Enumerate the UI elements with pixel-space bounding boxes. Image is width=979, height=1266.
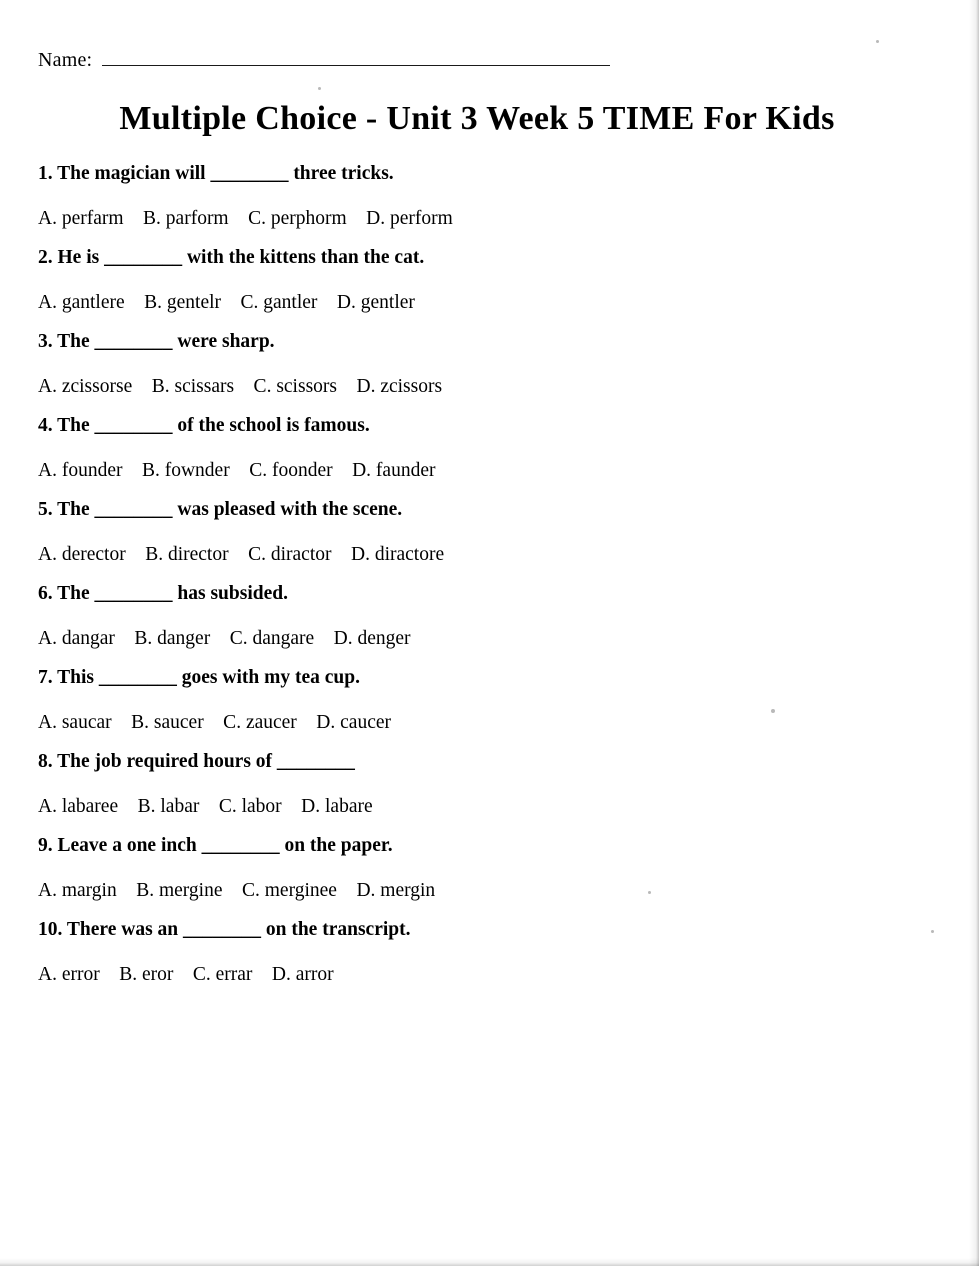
question-choices[interactable]: A. labaree B. labar C. labor D. labare: [38, 795, 373, 817]
question-stem: 2. He is ________ with the kittens than the cat.: [38, 247, 425, 268]
scan-edge-bottom: [0, 1258, 979, 1266]
name-row: [38, 48, 918, 72]
page-title: Multiple Choice - Unit 3 Week 5 TIME For Kids: [119, 100, 835, 137]
scan-edge-right: [969, 0, 979, 1266]
question-stem: 9. Leave a one inch ________ on the paper.: [38, 835, 393, 856]
question-stem: 1. The magician will ________ three tricks.: [38, 163, 394, 184]
question-choices[interactable]: A. gantlere B. gentelr C. gantler D. gentler: [38, 291, 415, 313]
question-item: [38, 584, 918, 648]
name-write-in-line[interactable]: [102, 48, 610, 66]
question-stem: 8. The job required hours of ________: [38, 751, 355, 772]
question-choices[interactable]: A. dangar B. danger C. dangare D. denger: [38, 627, 411, 649]
question-item: [38, 752, 918, 816]
scan-speck: [931, 930, 934, 933]
scan-speck: [876, 40, 879, 43]
question-list: [38, 164, 918, 984]
question-item: [38, 920, 918, 984]
question-choices[interactable]: A. derector B. director C. diractor D. diractore: [38, 543, 445, 565]
question-item: [38, 500, 918, 564]
question-choices[interactable]: A. error B. eror C. errar D. arror: [38, 963, 334, 985]
question-item: [38, 248, 918, 312]
question-stem: 4. The ________ of the school is famous.: [38, 415, 370, 436]
question-item: [38, 332, 918, 396]
question-item: [38, 416, 918, 480]
question-item: [38, 668, 918, 732]
question-choices[interactable]: A. zcissorse B. scissars C. scissors D. zcissors: [38, 375, 443, 397]
question-choices[interactable]: A. margin B. mergine C. merginee D. mergin: [38, 879, 436, 901]
question-stem: 10. There was an ________ on the transcript.: [38, 919, 411, 940]
question-stem: 7. This ________ goes with my tea cup.: [38, 667, 360, 688]
question-item: [38, 836, 918, 900]
question-choices[interactable]: A. saucar B. saucer C. zaucer D. caucer: [38, 711, 391, 733]
question-stem: 6. The ________ has subsided.: [38, 583, 288, 604]
question-stem: 5. The ________ was pleased with the scene.: [38, 499, 403, 520]
question-choices[interactable]: A. perfarm B. parform C. perphorm D. perform: [38, 207, 453, 229]
question-stem: 3. The ________ were sharp.: [38, 331, 275, 352]
question-choices[interactable]: A. founder B. fownder C. foonder D. faunder: [38, 459, 436, 481]
name-label: Name:: [38, 49, 93, 71]
worksheet-content: [38, 48, 918, 990]
question-item: [38, 164, 918, 228]
